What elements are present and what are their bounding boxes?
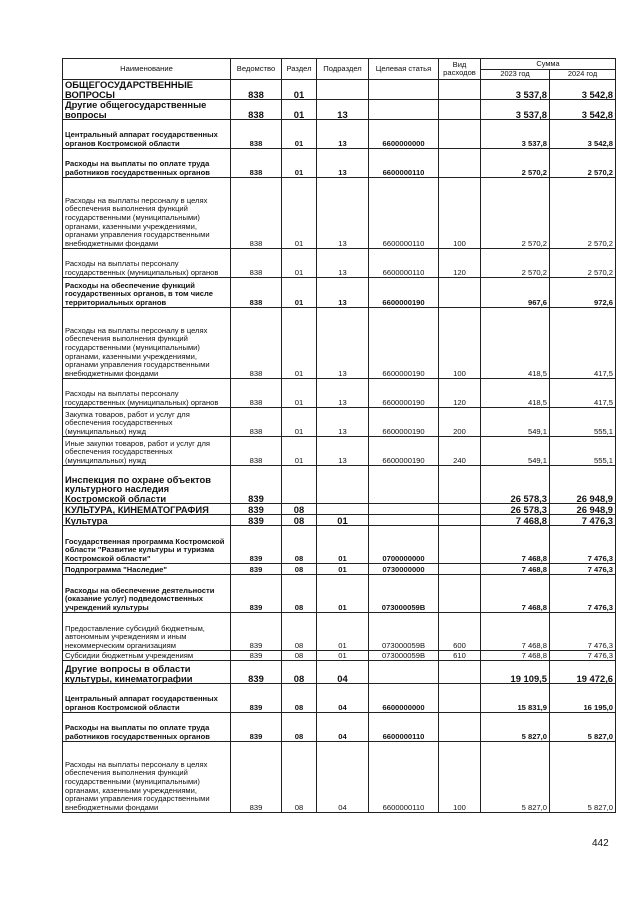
row-exp-type: [439, 713, 481, 742]
row-name: Инспекция по охране объектов культурного наследия Костромской области: [63, 466, 231, 504]
row-sum-2023: 2 570,2: [481, 149, 550, 178]
row-sum-2023: 3 537,8: [481, 100, 550, 120]
table-row: [63, 437, 616, 466]
table-row: [63, 613, 616, 651]
row-section: 01: [282, 149, 317, 178]
table-row: [63, 379, 616, 408]
row-name: Культура: [63, 515, 231, 526]
header-2023: 2023 год: [481, 70, 550, 80]
table-row: [63, 308, 616, 379]
row-exp-type: 120: [439, 379, 481, 408]
row-target: [369, 515, 439, 526]
table-row: [63, 149, 616, 178]
row-name: Закупка товаров, работ и услуг для обеспечения государственных (муниципальных) нужд: [63, 408, 231, 437]
row-dept: 839: [231, 515, 282, 526]
row-section: 08: [282, 713, 317, 742]
row-section: 08: [282, 515, 317, 526]
budget-table-body: [63, 80, 616, 813]
row-section: 01: [282, 408, 317, 437]
row-section: 08: [282, 684, 317, 713]
header-sum: Сумма: [481, 59, 616, 70]
row-section: 08: [282, 613, 317, 651]
row-sum-2024: 7 476,3: [550, 526, 616, 564]
row-target: 6600000190: [369, 278, 439, 308]
budget-table: [62, 58, 616, 813]
row-subsection: 01: [317, 526, 369, 564]
table-row: [63, 408, 616, 437]
row-sum-2023: 7 468,8: [481, 526, 550, 564]
row-section: 01: [282, 437, 317, 466]
row-dept: 838: [231, 437, 282, 466]
table-row: [63, 661, 616, 684]
row-subsection: 13: [317, 149, 369, 178]
header-section: Раздел: [282, 59, 317, 80]
row-target: 6600000110: [369, 149, 439, 178]
row-name: Государственная программа Костромской области "Развитие культуры и туризма Костромской области": [63, 526, 231, 564]
table-row: [63, 515, 616, 526]
row-name: Расходы на выплаты персоналу в целях обеспечения выполнения функций государственными (муниципальными) органами, казенными учреждениями, органами управления государственными внебюджетными фондами: [63, 308, 231, 379]
row-dept: 839: [231, 564, 282, 575]
row-exp-type: [439, 526, 481, 564]
row-section: 08: [282, 575, 317, 613]
header-subsection: Подраздел: [317, 59, 369, 80]
row-target: [369, 661, 439, 684]
table-row: [63, 651, 616, 661]
row-exp-type: [439, 466, 481, 504]
row-name: Другие общегосударственные вопросы: [63, 100, 231, 120]
row-target: 6600000110: [369, 713, 439, 742]
row-target: 6600000000: [369, 684, 439, 713]
row-sum-2023: 3 537,8: [481, 80, 550, 100]
row-sum-2024: 5 827,0: [550, 713, 616, 742]
row-sum-2024: 555,1: [550, 437, 616, 466]
row-target: [369, 80, 439, 100]
row-section: 08: [282, 564, 317, 575]
row-subsection: 04: [317, 713, 369, 742]
row-sum-2024: 16 195,0: [550, 684, 616, 713]
row-name: Расходы на выплаты персоналу государственных (муниципальных) органов: [63, 249, 231, 278]
row-name: ОБЩЕГОСУДАРСТВЕННЫЕ ВОПРОСЫ: [63, 80, 231, 100]
row-name: КУЛЬТУРА, КИНЕМАТОГРАФИЯ: [63, 504, 231, 515]
row-sum-2023: 549,1: [481, 408, 550, 437]
row-dept: 838: [231, 80, 282, 100]
row-name: Предоставление субсидий бюджетным, автономным учреждениям и иным некоммерческим организациям: [63, 613, 231, 651]
row-dept: 838: [231, 249, 282, 278]
row-section: 08: [282, 742, 317, 813]
row-sum-2024: 2 570,2: [550, 178, 616, 249]
row-dept: 839: [231, 526, 282, 564]
row-sum-2024: 7 476,3: [550, 515, 616, 526]
row-subsection: 13: [317, 379, 369, 408]
row-subsection: 13: [317, 437, 369, 466]
row-exp-type: 100: [439, 178, 481, 249]
table-row: [63, 713, 616, 742]
row-subsection: 04: [317, 684, 369, 713]
row-target: 073000059В: [369, 575, 439, 613]
row-sum-2024: 7 476,3: [550, 575, 616, 613]
row-exp-type: [439, 661, 481, 684]
row-dept: 839: [231, 466, 282, 504]
row-target: [369, 504, 439, 515]
row-sum-2024: 26 948,9: [550, 504, 616, 515]
row-subsection: 13: [317, 408, 369, 437]
row-subsection: 13: [317, 120, 369, 149]
row-exp-type: [439, 564, 481, 575]
row-sum-2024: 3 542,8: [550, 120, 616, 149]
row-subsection: 13: [317, 100, 369, 120]
row-sum-2023: 549,1: [481, 437, 550, 466]
row-target: 0730000000: [369, 564, 439, 575]
row-sum-2024: 3 542,8: [550, 80, 616, 100]
table-row: [63, 564, 616, 575]
row-sum-2023: 7 468,8: [481, 575, 550, 613]
row-sum-2024: 555,1: [550, 408, 616, 437]
page-number: 442: [592, 838, 609, 849]
row-name: Подпрограмма "Наследие": [63, 564, 231, 575]
row-target: [369, 100, 439, 120]
row-sum-2023: 7 468,8: [481, 515, 550, 526]
row-name: Центральный аппарат государственных органов Костромской области: [63, 120, 231, 149]
row-section: 01: [282, 80, 317, 100]
row-dept: 839: [231, 651, 282, 661]
row-section: 01: [282, 100, 317, 120]
row-section: 08: [282, 651, 317, 661]
table-row: [63, 249, 616, 278]
row-name: Другие вопросы в области культуры, кинематографии: [63, 661, 231, 684]
row-sum-2023: 3 537,8: [481, 120, 550, 149]
table-row: [63, 684, 616, 713]
header-2024: 2024 год: [550, 70, 616, 80]
row-dept: 838: [231, 308, 282, 379]
table-row: [63, 80, 616, 100]
row-section: 01: [282, 278, 317, 308]
row-sum-2023: 26 578,3: [481, 504, 550, 515]
row-target: 6600000110: [369, 742, 439, 813]
row-dept: 838: [231, 120, 282, 149]
row-exp-type: 200: [439, 408, 481, 437]
row-name: Расходы на выплаты персоналу в целях обеспечения выполнения функций государственными (муниципальными) органами, казенными учреждениями, органами управления государственными внебюджетными фондами: [63, 742, 231, 813]
table-row: [63, 278, 616, 308]
row-subsection: 13: [317, 249, 369, 278]
row-section: 08: [282, 661, 317, 684]
row-subsection: 13: [317, 278, 369, 308]
row-name: Расходы на выплаты по оплате труда работников государственных органов: [63, 713, 231, 742]
row-subsection: 01: [317, 651, 369, 661]
table-row: [63, 100, 616, 120]
row-sum-2024: 19 472,6: [550, 661, 616, 684]
row-section: 01: [282, 178, 317, 249]
row-sum-2023: 2 570,2: [481, 178, 550, 249]
row-sum-2024: 2 570,2: [550, 149, 616, 178]
row-subsection: 13: [317, 178, 369, 249]
row-dept: 838: [231, 408, 282, 437]
row-name: Центральный аппарат государственных органов Костромской области: [63, 684, 231, 713]
row-name: Расходы на выплаты персоналу государственных (муниципальных) органов: [63, 379, 231, 408]
table-row: [63, 742, 616, 813]
row-dept: 839: [231, 504, 282, 515]
header-exp-type: Вид расходов: [439, 59, 481, 80]
row-target: 6600000000: [369, 120, 439, 149]
row-sum-2023: 19 109,5: [481, 661, 550, 684]
row-dept: 838: [231, 278, 282, 308]
table-row: [63, 466, 616, 504]
row-exp-type: [439, 504, 481, 515]
row-name: Расходы на обеспечение функций государственных органов, в том числе территориальных органов: [63, 278, 231, 308]
row-sum-2023: 967,6: [481, 278, 550, 308]
row-dept: 838: [231, 178, 282, 249]
table-row: [63, 526, 616, 564]
row-subsection: [317, 80, 369, 100]
row-dept: 839: [231, 661, 282, 684]
header-target: Целевая статья: [369, 59, 439, 80]
row-target: [369, 466, 439, 504]
row-subsection: 01: [317, 613, 369, 651]
row-exp-type: [439, 278, 481, 308]
row-dept: 838: [231, 379, 282, 408]
row-target: 6600000190: [369, 308, 439, 379]
row-target: 6600000190: [369, 379, 439, 408]
row-name: Субсидии бюджетным учреждениям: [63, 651, 231, 661]
row-section: 08: [282, 526, 317, 564]
row-target: 073000059В: [369, 613, 439, 651]
row-sum-2024: 972,6: [550, 278, 616, 308]
row-exp-type: 610: [439, 651, 481, 661]
table-row: [63, 504, 616, 515]
row-target: 0700000000: [369, 526, 439, 564]
row-name: Иные закупки товаров, работ и услуг для обеспечения государственных (муниципальных) нужд: [63, 437, 231, 466]
row-exp-type: 120: [439, 249, 481, 278]
row-section: [282, 466, 317, 504]
row-sum-2024: 7 476,3: [550, 651, 616, 661]
row-subsection: 01: [317, 515, 369, 526]
row-exp-type: [439, 515, 481, 526]
row-dept: 839: [231, 713, 282, 742]
row-sum-2023: 5 827,0: [481, 742, 550, 813]
row-subsection: 04: [317, 661, 369, 684]
row-sum-2024: 417,5: [550, 379, 616, 408]
row-exp-type: [439, 575, 481, 613]
row-section: 01: [282, 379, 317, 408]
row-subsection: 04: [317, 742, 369, 813]
table-row: [63, 575, 616, 613]
row-dept: 838: [231, 100, 282, 120]
row-section: 01: [282, 120, 317, 149]
header-name: Наименование: [63, 59, 231, 80]
row-exp-type: [439, 120, 481, 149]
row-exp-type: [439, 684, 481, 713]
row-subsection: 01: [317, 564, 369, 575]
row-section: 08: [282, 504, 317, 515]
row-exp-type: 240: [439, 437, 481, 466]
row-target: 6600000190: [369, 408, 439, 437]
row-target: 6600000110: [369, 249, 439, 278]
row-sum-2024: 5 827,0: [550, 742, 616, 813]
row-sum-2023: 2 570,2: [481, 249, 550, 278]
row-dept: 839: [231, 575, 282, 613]
row-subsection: 13: [317, 308, 369, 379]
row-dept: 838: [231, 149, 282, 178]
row-section: 01: [282, 308, 317, 379]
row-exp-type: 100: [439, 742, 481, 813]
row-dept: 839: [231, 684, 282, 713]
header-dept: Ведомство: [231, 59, 282, 80]
row-sum-2023: 26 578,3: [481, 466, 550, 504]
row-subsection: 01: [317, 575, 369, 613]
row-dept: 839: [231, 613, 282, 651]
row-subsection: [317, 466, 369, 504]
row-exp-type: [439, 100, 481, 120]
row-section: 01: [282, 249, 317, 278]
row-name: Расходы на обеспечение деятельности (оказание услуг) подведомственных учреждений культуры: [63, 575, 231, 613]
row-exp-type: 600: [439, 613, 481, 651]
table-row: [63, 178, 616, 249]
row-sum-2023: 418,5: [481, 308, 550, 379]
row-exp-type: 100: [439, 308, 481, 379]
row-exp-type: [439, 80, 481, 100]
budget-table-sheet: [62, 58, 615, 813]
row-exp-type: [439, 149, 481, 178]
row-sum-2024: 26 948,9: [550, 466, 616, 504]
row-dept: 839: [231, 742, 282, 813]
row-name: Расходы на выплаты персоналу в целях обеспечения выполнения функций государственными (муниципальными) органами, казенными учреждениями, органами управления государственными внебюджетными фондами: [63, 178, 231, 249]
row-sum-2024: 2 570,2: [550, 249, 616, 278]
row-name: Расходы на выплаты по оплате труда работников государственных органов: [63, 149, 231, 178]
table-row: [63, 120, 616, 149]
row-sum-2023: 7 468,8: [481, 564, 550, 575]
row-sum-2024: 417,5: [550, 308, 616, 379]
row-target: 073000059В: [369, 651, 439, 661]
row-sum-2023: 5 827,0: [481, 713, 550, 742]
row-subsection: [317, 504, 369, 515]
row-sum-2023: 7 468,8: [481, 613, 550, 651]
row-target: 6600000110: [369, 178, 439, 249]
row-sum-2024: 7 476,3: [550, 564, 616, 575]
row-sum-2024: 3 542,8: [550, 100, 616, 120]
row-sum-2023: 7 468,8: [481, 651, 550, 661]
row-target: 6600000190: [369, 437, 439, 466]
row-sum-2023: 418,5: [481, 379, 550, 408]
row-sum-2023: 15 831,9: [481, 684, 550, 713]
row-sum-2024: 7 476,3: [550, 613, 616, 651]
